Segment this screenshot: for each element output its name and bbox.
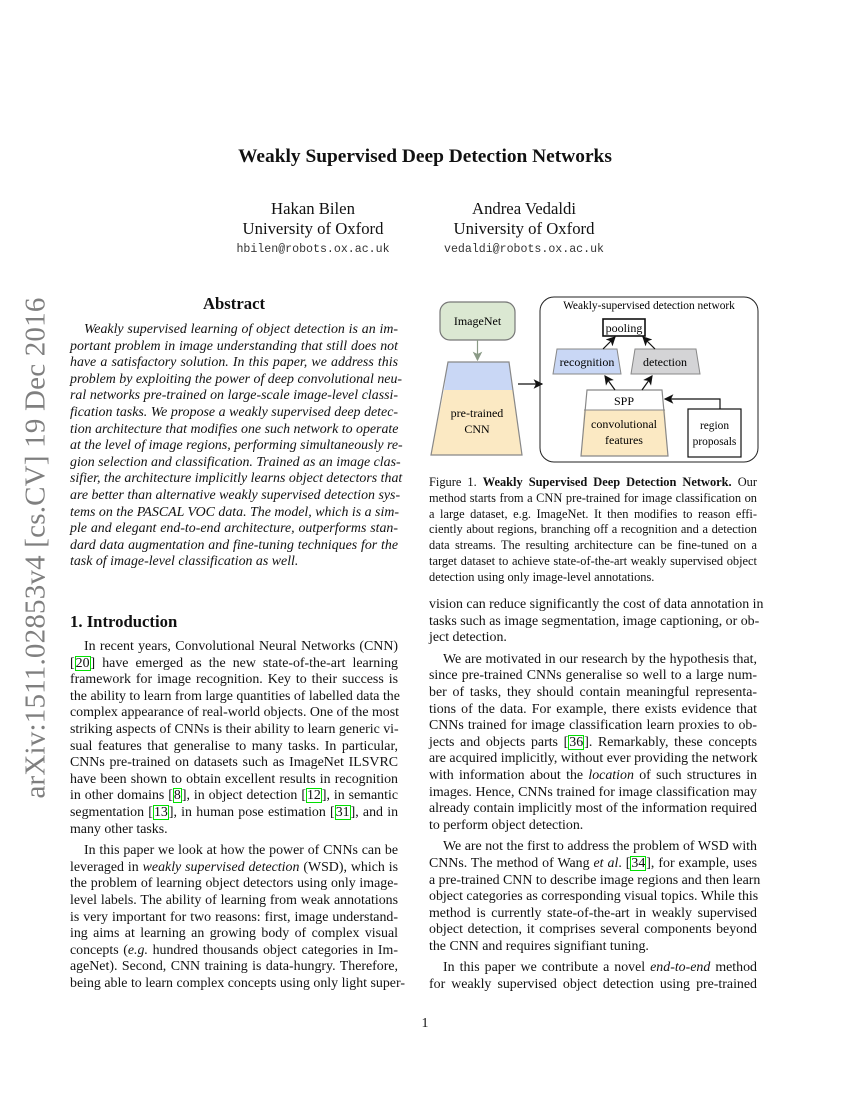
text-line: ple and elegant end-to-end architecture, outperforms stan- [70, 521, 398, 537]
text-line: is very important for two reasons: first, image understand- [70, 909, 398, 925]
text-line: complex appearance of real-world objects. One of the most [70, 705, 400, 721]
text-line: in other domains [8], in object detection [12], in semantic [70, 788, 398, 804]
caption-line: data streams. The resulting architecture can be fine-tuned on a [429, 538, 757, 553]
caption-text: Our [737, 475, 757, 489]
svg-text:recognition: recognition [559, 355, 615, 369]
caption-line: ciently about regions, branching off a recognition and a detection [429, 522, 757, 537]
author-name: Hakan Bilen [271, 199, 355, 218]
text-line: ing aims at learning an growing body of complex visual [70, 926, 398, 942]
arrow-proposals-to-spp [665, 399, 720, 409]
figure-caption [429, 475, 757, 586]
text-line: problem by exploiting the power of deep convolutional neu- [70, 371, 403, 387]
caption-label: Figure 1. [429, 475, 477, 489]
text-line: vision can reduce significantly the cost of data annotation in [429, 597, 764, 612]
text-line: to perform object detection. [429, 817, 584, 833]
paragraph [429, 839, 761, 955]
text-line: CNNs trained for image classification learn proxies to ob- [429, 718, 757, 734]
text-line: CNNs pre-trained on datasets such as ImageNet ILSVRC [70, 755, 398, 771]
svg-text:pooling: pooling [605, 321, 643, 335]
paragraph [429, 597, 764, 647]
svg-text:ImageNet: ImageNet [453, 314, 502, 328]
citation-link[interactable]: 20 [75, 655, 90, 671]
svg-text:pre-trained: pre-trained [450, 406, 504, 420]
text-line: gion selection and classification. Trained as an image clas- [70, 454, 401, 470]
paragraph [429, 960, 757, 993]
caption-line: method starts from a CNN pre-trained for image classification on [429, 490, 757, 505]
text-line: method is currently state-of-the-art in weakly supervised [429, 905, 757, 921]
text-line: We are motivated in our research by the hypothesis that, [443, 651, 757, 667]
svg-text:Weakly-supervised detection ne: Weakly-supervised detection network [563, 300, 735, 312]
text-line: In this paper we contribute a novel end-to-end method [443, 960, 757, 976]
caption-line: target dataset to achieve state-of-the-art weakly supervised object [429, 553, 757, 568]
text-line: jects and objects parts [36]. Remarkably, these concepts [429, 734, 757, 750]
text-line: object detection, it comprises several components beyond [429, 922, 757, 938]
paper-title: Weakly Supervised Deep Detection Networks [238, 146, 612, 167]
text-line: level labels. The ability of learning from weak annotations [70, 892, 398, 908]
text-line: are better than alternative weakly supervised detection sys- [70, 487, 401, 503]
text-line: leveraged in weakly supervised detection (WSD), which is [70, 859, 398, 875]
svg-text:proposals: proposals [692, 436, 737, 448]
svg-text:region: region [699, 420, 730, 432]
figure-1-diagram [425, 292, 765, 467]
text-line: dard data augmentation and fine-tuning techniques for the [70, 537, 398, 553]
text-line: sifier, the architecture implicitly learns object detectors that [70, 471, 403, 487]
text-line: being able to learn complex concepts using only light super- [70, 975, 405, 991]
text-line: CNNs. The method of Wang et al. [34], for example, uses [429, 855, 757, 871]
paragraph [70, 322, 403, 571]
text-line: for weakly supervised object detection using pre-trained [429, 977, 757, 993]
detection-block [631, 349, 700, 374]
spp-conv-block [581, 390, 668, 456]
author-affiliation: University of Oxford [453, 219, 595, 238]
introduction-body [70, 639, 405, 997]
pretrained-cnn-block [431, 362, 522, 455]
text-line: framework for image recognition. Key to their success is [70, 672, 398, 688]
text-line: ber of tasks, they should contain meaningful representa- [429, 684, 757, 700]
citation-link[interactable]: 8 [173, 788, 181, 804]
svg-text:CNN: CNN [464, 422, 490, 436]
text-line: tasks such as image segmentation, image captioning, or ob- [429, 613, 760, 629]
text-line: are acquired implicitly, without ever providing the network [429, 751, 758, 767]
text-line: striking aspects of CNNs is their ability to learn generic vi- [70, 721, 399, 737]
text-line: with information about the location of such structures in [429, 767, 758, 783]
author-affiliation: University of Oxford [242, 219, 384, 238]
svg-text:SPP: SPP [613, 394, 635, 408]
text-line: portant problem in image understanding that still does not [70, 338, 398, 354]
svg-text:convolutional: convolutional [591, 417, 657, 431]
text-line: concepts (e.g. hundred thousands object categories in Im- [70, 942, 398, 958]
page-number: 1 [421, 1016, 429, 1031]
paragraph [70, 639, 398, 838]
text-line: the problem of learning object detectors using only image- [70, 876, 398, 892]
abstract-body [70, 322, 403, 576]
text-line: many other tasks. [70, 821, 168, 837]
text-line: ageNet). Second, CNN training is data-hungry. Therefore, [70, 959, 398, 975]
text-line: tions of the data. For example, there exists evidence that [429, 701, 757, 717]
pooling-box [603, 319, 645, 336]
text-line: since pre-trained CNNs generalise so well to a large num- [429, 668, 757, 684]
text-line: have been shown to obtain excellent results in recognition [70, 771, 398, 787]
text-line: images. Hence, CNNs trained for image classification may [429, 784, 757, 800]
text-line: Weakly supervised learning of object detection is an im- [84, 322, 398, 337]
caption-line [429, 475, 757, 491]
text-line: the CNN and requires signifiant tuning. [429, 938, 649, 954]
recognition-block [553, 349, 621, 374]
text-line: already contain implicitly most of the information required [429, 801, 757, 817]
caption-line: detection using only image-level annotations. [429, 569, 655, 584]
paragraph [429, 652, 757, 835]
svg-text:detection: detection [643, 355, 687, 369]
author-name: Andrea Vedaldi [472, 199, 576, 218]
text-line: have a satisfactory solution. In this paper, we address this [70, 355, 398, 371]
svg-text:features: features [605, 433, 643, 447]
text-line: tems on the PASCAL VOC data. The model, which is a sim- [70, 504, 399, 520]
text-line: object categories as corresponding visual topics. While this [429, 889, 759, 905]
text-line: ject detection. [429, 630, 507, 646]
citation-link[interactable]: 36 [569, 734, 584, 750]
text-line: at the level of image regions, performing simultaneously re- [70, 438, 403, 454]
caption-line: a large dataset, e.g. ImageNet. It then modifies to reason effi- [429, 506, 757, 521]
text-line: In recent years, Convolutional Neural Networks (CNN) [84, 639, 398, 654]
citation-link[interactable]: 13 [153, 804, 168, 820]
text-line: the ability to learn from large quantities of labelled data the [70, 688, 400, 704]
right-column-body [429, 597, 764, 999]
text-line: segmentation [13], in human pose estimation [31], and in [70, 804, 399, 820]
introduction-heading: 1. Introduction [70, 612, 178, 631]
text-line: We are not the first to address the problem of WSD with [443, 839, 757, 855]
arxiv-stamp: arXiv:1511.02853v4 [cs.CV] 19 Dec 2016 [19, 297, 52, 799]
caption-title: Weakly Supervised Deep Detection Network. [482, 475, 732, 489]
text-line: ral networks pre-trained on large-scale image-level classi- [70, 388, 398, 404]
text-line: In this paper we look at how the power of CNNs can be [84, 843, 398, 859]
text-line: tion architecture that modifies one such network to operate [70, 421, 399, 437]
citation-link[interactable]: 31 [335, 804, 350, 820]
abstract-heading: Abstract [202, 294, 266, 313]
author-block [374, 199, 674, 260]
text-line: [20] have emerged as the new state-of-the-art learning [70, 655, 398, 671]
text-line: sual features that generalise to many tasks. In particular, [70, 738, 398, 754]
paragraph [70, 843, 405, 992]
author-email[interactable]: vedaldi@robots.ox.ac.uk [443, 243, 605, 256]
citation-link[interactable]: 12 [306, 788, 321, 804]
text-line: fication tasks. We propose a weakly supervised deep detec- [70, 404, 398, 420]
citation-link[interactable]: 34 [631, 855, 646, 871]
text-line: a pre-trained CNN to describe image regions and then learn [429, 872, 761, 888]
author-email[interactable]: hbilen@robots.ox.ac.uk [236, 243, 390, 256]
region-proposals-box [688, 409, 741, 457]
imagenet-box [440, 302, 515, 340]
text-line: task of image-level classification as well. [70, 554, 299, 570]
